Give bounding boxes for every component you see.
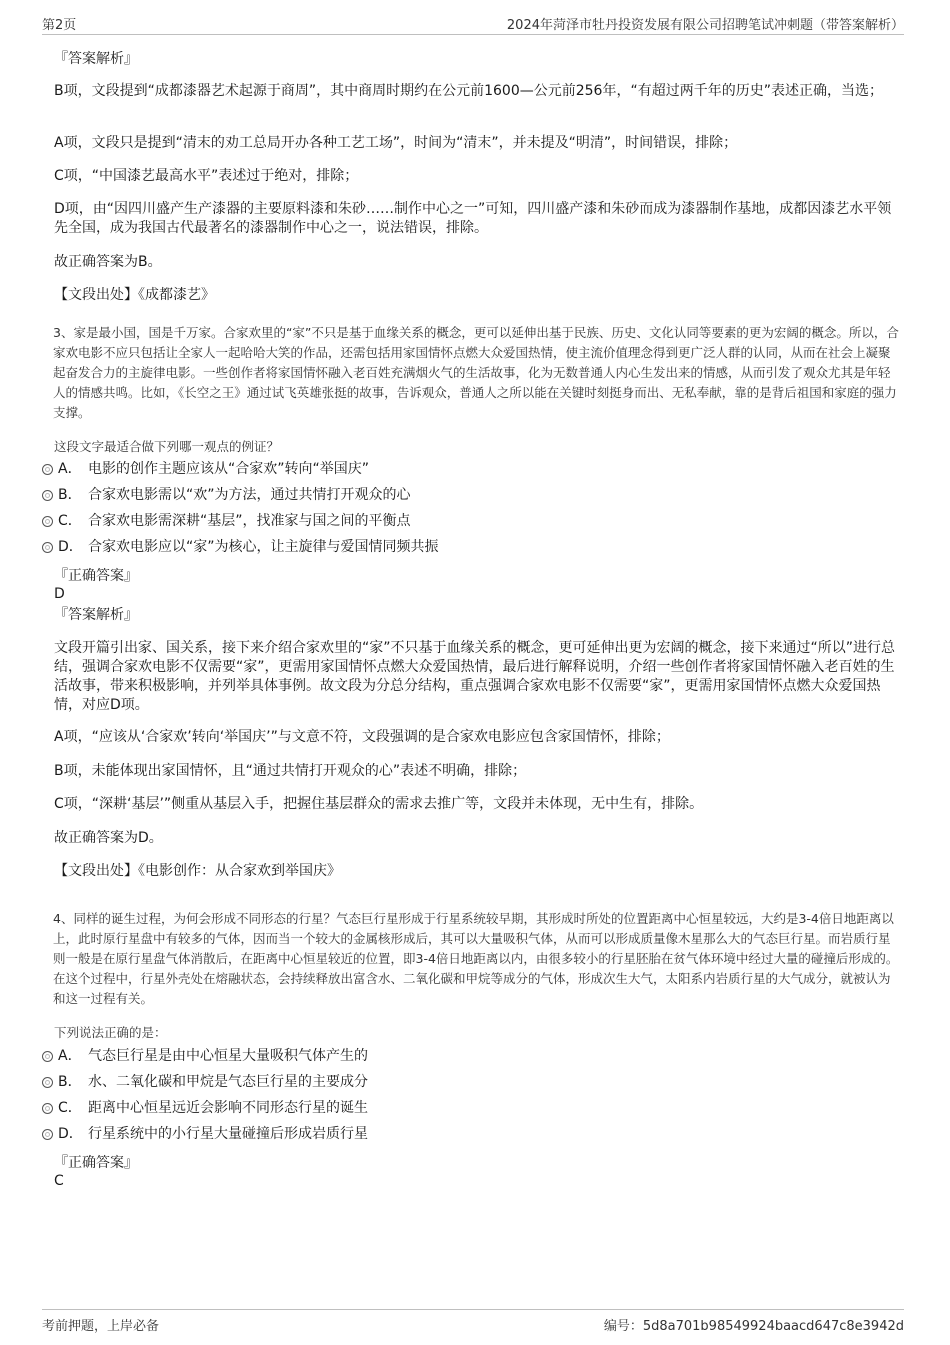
q4-options [0, 1043, 848, 1147]
q3-answer-label: 『正确答案』 [54, 568, 138, 584]
q4-option-d[interactable]: D． 行星系统中的小行星大量碰撞后形成岩质行星 [0, 1121, 848, 1147]
q3-answer: D [54, 586, 65, 602]
footer-slogan: 考前押题，上岸必备 [42, 1319, 160, 1334]
radio-icon[interactable] [42, 464, 53, 475]
radio-icon[interactable] [42, 490, 53, 501]
q3-option-b[interactable]: B． 合家欢电影需以“欢”为方法，通过共情打开观众的心 [0, 482, 848, 508]
q3-source: 【文段出处】《电影创作：从合家欢到举国庆》 [54, 863, 341, 879]
q4-option-a[interactable]: A． 气态巨行星是由中心恒星大量吸积气体产生的 [0, 1043, 848, 1069]
q3-analysis-label: 『答案解析』 [54, 607, 138, 623]
q4-answer-label: 『正确答案』 [54, 1155, 138, 1171]
q2-analysis-b: B项，文段提到“成都漆器艺术起源于商周”，其中商周时期约在公元前1600—公元前256年，“有超过两千年的历史”表述正确，当选； [54, 83, 883, 99]
q3-analysis-a: A项，“应该从‘合家欢’转向‘举国庆’”与文意不符，文段强调的是合家欢电影应包含家国情怀，排除； [54, 729, 670, 745]
q3-passage: 3、家是最小国，国是千万家。合家欢里的“家”不只是基于血缘关系的概念，更可以延伸出基于民族、历史、文化认同等要素的更为宏阔的概念。所以，合家欢电影不应只包括让全家人一起哈哈大笑的作品，还需包括用家国情怀点燃大众爱国热情，使主流价值理念得到更广泛人群的认同，从而在社会上凝聚起奋发合力的主旋律电影。一些创作者将家国情怀融入老百姓充满烟火气的生活故事，化为无数普通人内心生发出来的情感，从而引发了观众尤其是年轻人的情感共鸣。比如，《长空之王》通过试飞英雄张挺的故事，告诉观众，普通人之所以能在关键时刻挺身而出、无私奉献，靠的是背后祖国和家庭的强力支撑。 [53, 324, 899, 420]
q3-option-d[interactable]: D． 合家欢电影应以“家”为核心，让主旋律与爱国情同频共振 [0, 534, 848, 560]
q3-analysis: 文段开篇引出家、国关系，接下来介绍合家欢里的“家”不只基于血缘关系的概念，更可延伸出更为宏阔的概念，接下来通过“所以”进行总结，强调合家欢电影不仅需要“家”，更需用家国情怀点燃大众爱国热情，最后进行解释说明，介绍一些创作者将家国情怀融入老百姓的生活故事，带来积极影响，并列举具体事例。故文段为分总分结构，重点强调合家欢电影不仅需要“家”，更需用家国情怀点燃大众爱国热情，对应D项。 [54, 640, 896, 713]
page-footer [42, 1309, 904, 1332]
q3-conclusion: 故正确答案为D。 [54, 830, 163, 846]
q4-question: 下列说法正确的是： [54, 1024, 167, 1040]
page-number: 第2页 [42, 18, 77, 33]
q3-question: 这段文字最适合做下列哪一观点的例证？ [54, 438, 280, 454]
q2-source: 【文段出处】《成都漆艺》 [54, 287, 215, 303]
q3-analysis-b: B项，未能体现出家国情怀，且“通过共情打开观众的心”表述不明确，排除； [54, 763, 527, 779]
q2-conclusion: 故正确答案为B。 [54, 254, 162, 270]
q4-option-b[interactable]: B． 水、二氧化碳和甲烷是气态巨行星的主要成分 [0, 1069, 848, 1095]
q4-answer: C [54, 1173, 64, 1189]
footer-code-label: 编号： [603, 1319, 643, 1334]
radio-icon[interactable] [42, 542, 53, 553]
radio-icon[interactable] [42, 1103, 53, 1114]
q4-option-c[interactable]: C． 距离中心恒星远近会影响不同形态行星的诞生 [0, 1095, 848, 1121]
footer-code [604, 1315, 904, 1334]
q4-passage: 4、同样的诞生过程，为何会形成不同形态的行星？气态巨行星形成于行星系统较早期，其形成时所处的位置距离中心恒星较远，大约是3-4倍日地距离以上，此时原行星盘中有较多的气体，因而当一个较大的金属核形成后，其可以大量吸积气体，从而可以形成质量像木星那么大的气态巨行星。而岩质行星则一般是在原行星盘气体消散后，在距离中心恒星较近的位置，即3-4倍日地距离以内，由很多较小的行星胚胎在贫气体环境中经过大量的碰撞后形成的。在这个过程中，行星外壳处在熔融状态，会持续释放出富含水、二氧化碳和甲烷等成分的气体，形成次生大气，太阳系内岩质行星的大气成分，就被认为和这一过程有关。 [53, 910, 899, 1006]
q3-option-c[interactable]: C． 合家欢电影需深耕“基层”，找准家与国之间的平衡点 [0, 508, 848, 534]
q3-option-a[interactable]: A． 电影的创作主题应该从“合家欢”转向“举国庆” [0, 456, 848, 482]
document-title: 2024年菏泽市牡丹投资发展有限公司招聘笔试冲刺题（带答案解析） [506, 18, 904, 33]
q2-analysis-label: 『答案解析』 [54, 51, 138, 67]
q2-analysis-a: A项，文段只是提到“清末的劝工总局开办各种工艺工场”，时间为“清末”，并未提及“明清”，时间错误，排除； [54, 135, 738, 151]
q3-analysis-c: C项，“深耕‘基层’”侧重从基层入手，把握住基层群众的需求去推广等，文段并未体现，无中生有，排除。 [54, 796, 704, 812]
radio-icon[interactable] [42, 1129, 53, 1140]
q3-options [0, 456, 848, 560]
q2-analysis-c: C项，“中国漆艺最高水平”表述过于绝对，排除； [54, 168, 359, 184]
q2-analysis-d: D项，由“因四川盛产生产漆器的主要原料漆和朱砂……制作中心之一”可知，四川盛产漆和朱砂而成为漆器制作基地，成都因漆艺水平领先全国，成为我国古代最著名的漆器制作中心之一，说法错误，排除。 [54, 201, 892, 236]
footer-code-value: 5d8a701b98549924baacd647c8e3942d [642, 1319, 904, 1334]
radio-icon[interactable] [42, 1077, 53, 1088]
page-header [42, 14, 904, 35]
radio-icon[interactable] [42, 1051, 53, 1062]
radio-icon[interactable] [42, 516, 53, 527]
